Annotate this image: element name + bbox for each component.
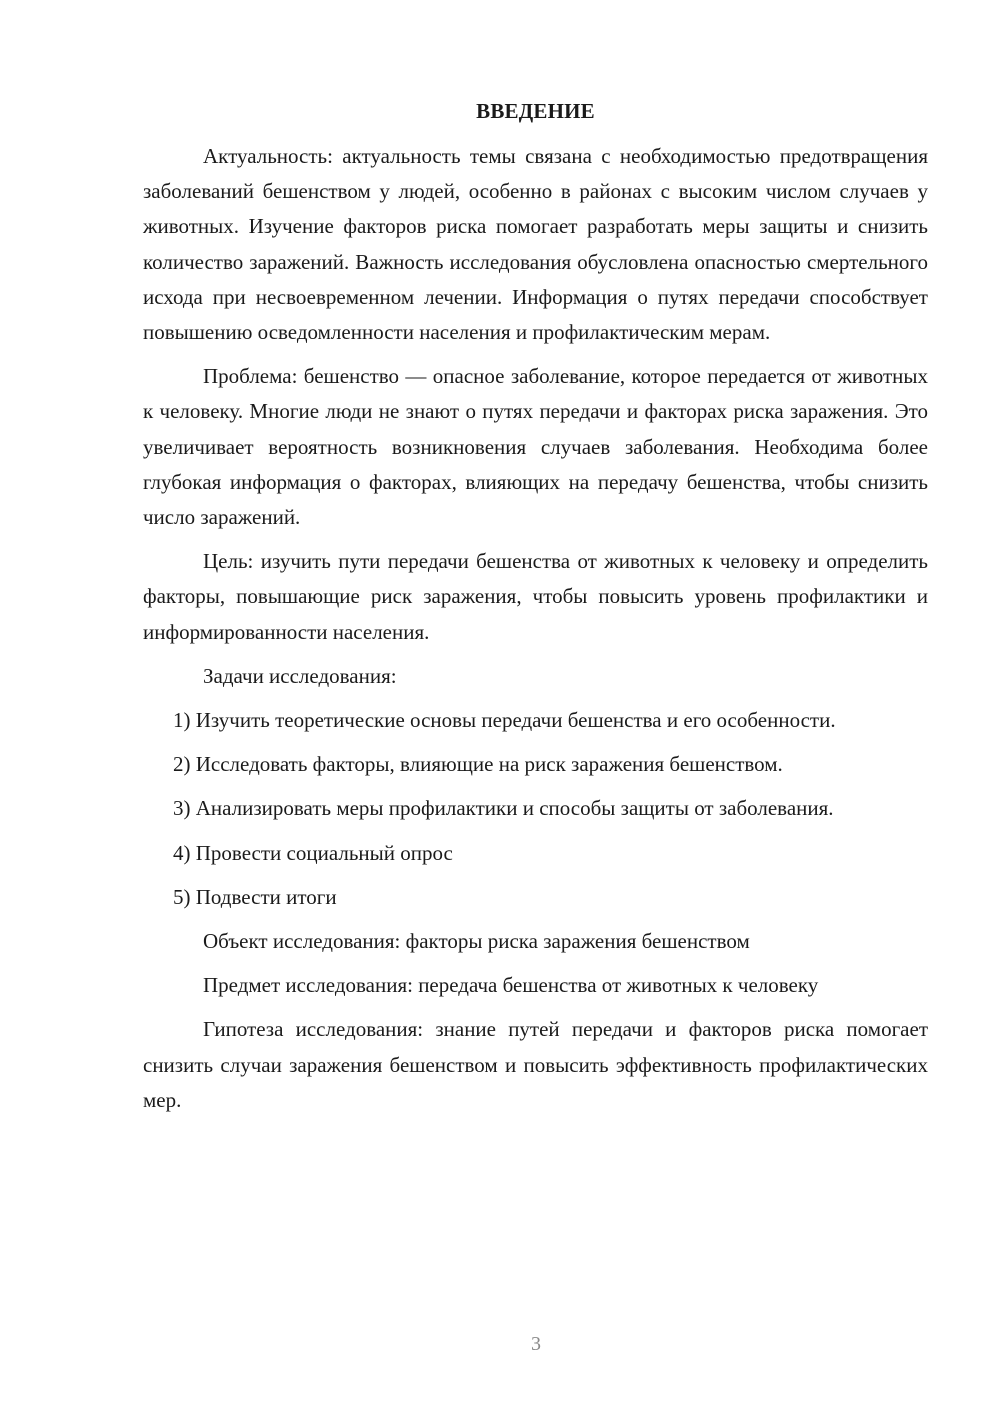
- task-item-3: 3) Анализировать меры профилактики и способы защиты от заболевания.: [173, 796, 834, 821]
- task-item-1: 1) Изучить теоретические основы передачи бешенства и его особенности.: [173, 708, 836, 733]
- page-heading: ВВЕДЕНИЕ: [476, 99, 595, 123]
- paragraph-object: Объект исследования: факторы риска заражения бешенством: [203, 929, 750, 954]
- paragraph-subject: Предмет исследования: передача бешенства от животных к человеку: [203, 973, 819, 998]
- paragraph-tasks-title: Задачи исследования:: [203, 663, 397, 688]
- task-item-4: 4) Провести социальный опрос: [173, 840, 453, 865]
- page-number: 3: [531, 1333, 541, 1355]
- task-item-5: 5) Подвести итоги: [173, 884, 337, 909]
- paragraph-goal: Цель: изучить пути передачи бешенства от животных к человеку и определить факторы, повышающие риск заражения, чтобы повысить уровень профилактики и информированности населения.: [143, 549, 928, 644]
- paragraph-problem: Проблема: бешенство — опасное заболевание, которое передается от животных к человеку. Многие люди не знают о путях передачи и факторах риска заражения. Это увеличивает вероятность возникновения случаев заболевания. Необходима более глубокая информация о факторах, влияющих на передачу бешенства, чтобы снизить число заражений.: [143, 364, 928, 530]
- task-item-2: 2) Исследовать факторы, влияющие на риск заражения бешенством.: [173, 752, 783, 777]
- paragraph-relevance: Актуальность: актуальность темы связана с необходимостью предотвращения заболеваний бешенством у людей, особенно в районах с высоким числом случаев у животных. Изучение факторов риска помогает разработать меры защиты и снизить количество заражений. Важность исследования обусловлена опасностью смертельного исхода при несвоевременном лечении. Информация о путях передачи способствует повышению осведомленности населения и профилактическим мерам.: [143, 144, 928, 345]
- document-body: [143, 95, 928, 1127]
- paragraph-hypothesis: Гипотеза исследования: знание путей передачи и факторов риска помогает снизить случаи заражения бешенством и повысить эффективность профилактических мер.: [143, 1017, 928, 1112]
